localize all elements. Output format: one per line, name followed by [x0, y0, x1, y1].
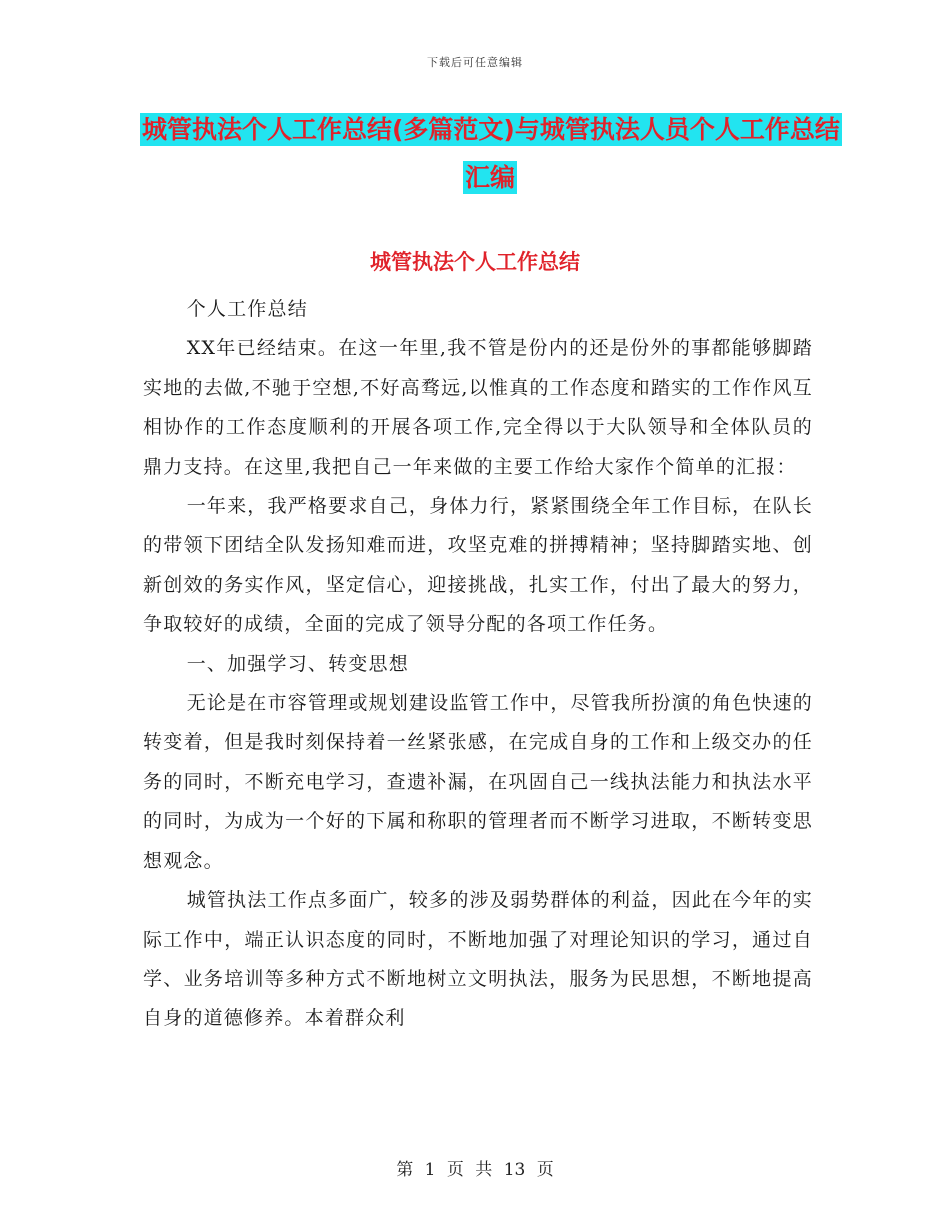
paragraph: 无论是在市容管理或规划建设监管工作中，尽管我所扮演的角色快速的转变着，但是我时刻保持着一丝紧张感，在完成自身的工作和上级交办的任务的同时，不断充电学习，查遗补漏，在巩固自己一线执法能力和执法水平的同时，为成为一个好的下属和称职的管理者而不断学习进取，不断转变思想观念。: [143, 692, 813, 872]
paragraph-heading: 个人工作总结: [186, 298, 308, 320]
page-number: 第 1 页 共 13 页: [396, 1160, 554, 1180]
document-title-text: 城管执法个人工作总结(多篇范文)与城管执法人员个人工作总结汇编: [142, 115, 840, 192]
paragraph: XX年已经结束。在这一年里,我不管是份内的还是份外的事都能够脚踏实地的去做,不驰于空想,不好高骛远,以惟真的工作态度和踏实的工作作风互相协作的工作态度顺利的开展各项工作,完全得以于大队领导和全体队员的鼎力支持。在这里,我把自己一年来做的主要工作给大家作个简单的汇报：: [143, 337, 813, 478]
section-title: 城管执法个人工作总结: [370, 250, 580, 274]
document-title: [140, 106, 840, 202]
document-body: [143, 290, 813, 1039]
paragraph-heading: 一、加强学习、转变思想: [186, 652, 409, 675]
paragraph: 一年来，我严格要求自己，身体力行，紧紧围绕全年工作目标，在队长的带领下团结全队发扬知难而进，攻坚克难的拼搏精神；坚持脚踏实地、创新创效的务实作风，坚定信心，迎接挑战，扎实工作，付出了最大的努力，争取较好的成绩，全面的完成了领导分配的各项工作任务。: [143, 495, 813, 636]
paragraph: 城管执法工作点多面广，较多的涉及弱势群体的利益，因此在今年的实际工作中，端正认识态度的同时，不断地加强了对理论知识的学习，通过自学、业务培训等多种方式不断地树立文明执法，服务为民思想，不断地提高自身的道德修养。本着群众利: [143, 889, 813, 1030]
header-note: 下载后可任意编辑: [427, 56, 523, 69]
